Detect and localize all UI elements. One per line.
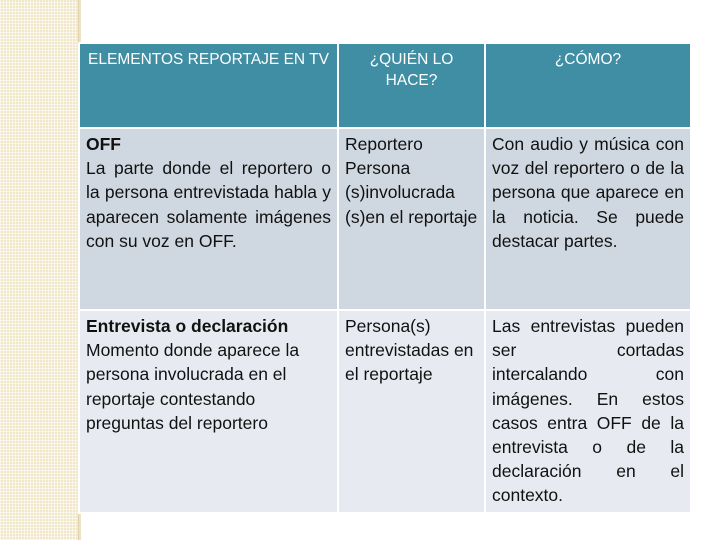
table-header-row <box>79 43 691 128</box>
element-description: Momento donde aparece la persona involucrada en el reportaje contestando preguntas del reportero <box>86 340 300 433</box>
table-row <box>79 128 691 310</box>
element-description: La parte donde el reportero o la persona entrevistada habla y aparecen solamente imágenes con su voz en OFF. <box>86 158 331 251</box>
element-title: OFF <box>86 134 121 154</box>
header-who: ¿QUIÉN LO HACE? <box>338 43 485 128</box>
element-cell <box>79 128 338 310</box>
report-elements-table <box>78 42 692 514</box>
who-cell: Persona(s) entrevistadas en el reportaje <box>338 310 485 513</box>
how-cell: Las entrevistas pueden ser cortadas intercalando con imágenes. En estos casos entra OFF de la entrevista o de la declaración en el contexto. <box>485 310 691 513</box>
header-elements: ELEMENTOS REPORTAJE EN TV <box>79 43 338 128</box>
table-row <box>79 310 691 513</box>
who-cell: Reportero Persona (s)involucrada (s)en el reportaje <box>338 128 485 310</box>
decorative-side-strip <box>0 0 79 540</box>
how-cell: Con audio y música con voz del reportero o de la persona que aparece en la noticia. Se puede destacar partes. <box>485 128 691 310</box>
element-cell <box>79 310 338 513</box>
element-title: Entrevista o declaración <box>86 316 289 336</box>
header-how: ¿CÓMO? <box>485 43 691 128</box>
